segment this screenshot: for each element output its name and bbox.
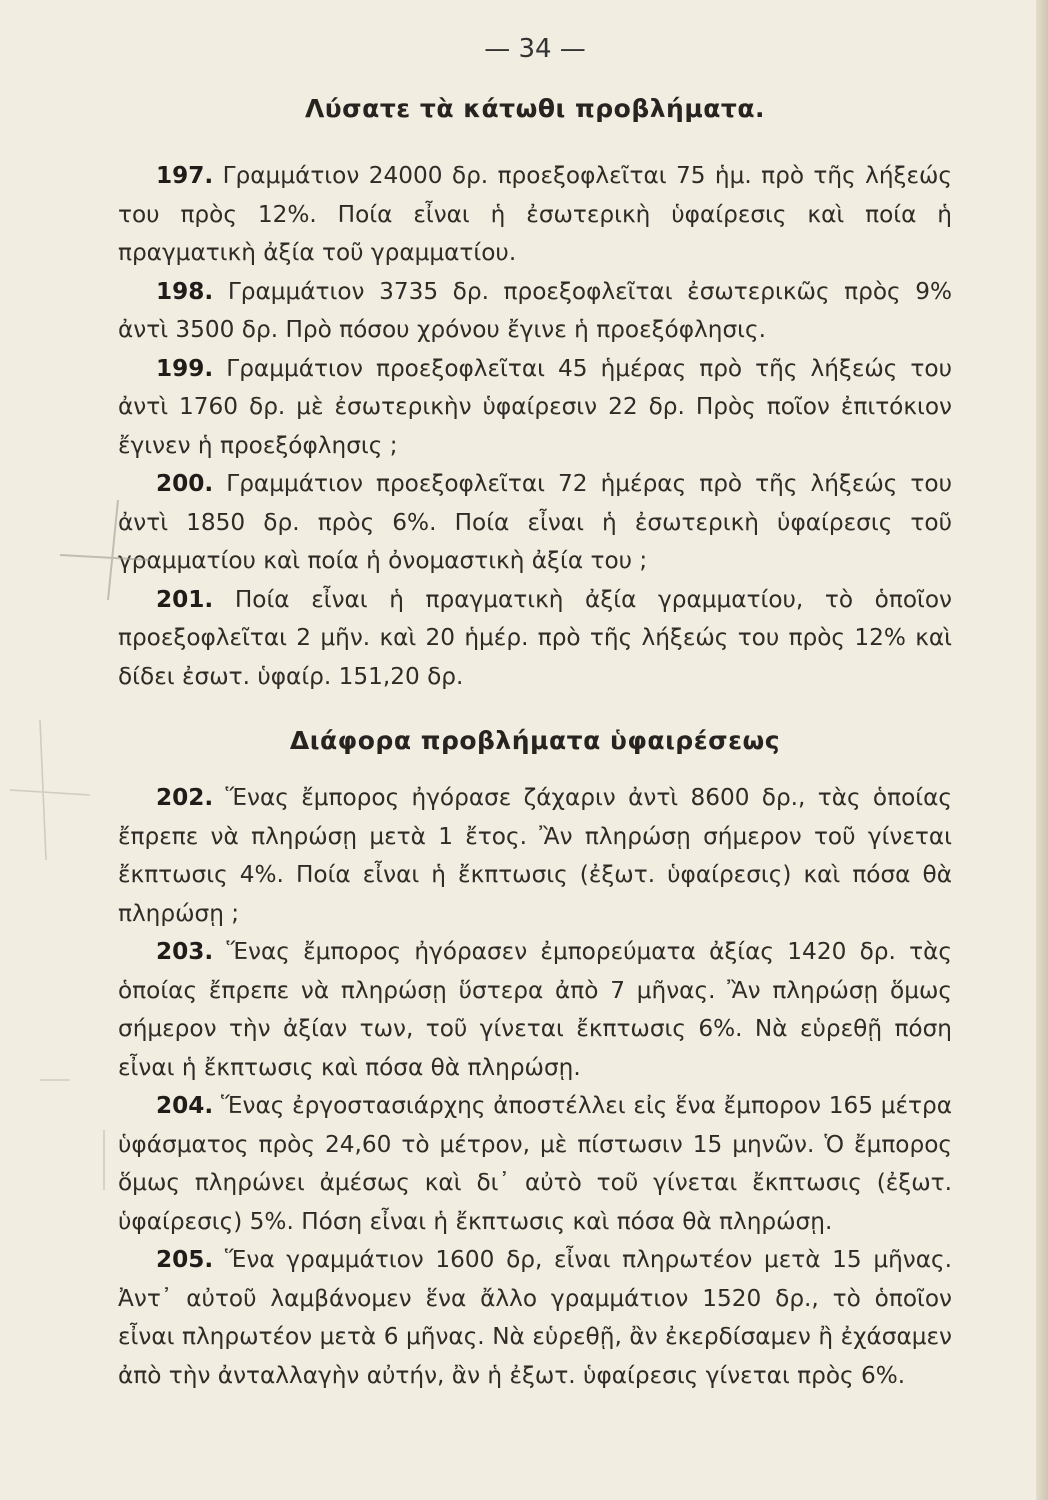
problem-number: 204. [156, 1092, 214, 1119]
problem-text: Ἕνας ἔμπορος ἠγόρασεν ἐμπορεύματα ἀξίας 1420 δρ. τὰς ὁποίας ἔπρεπε νὰ πληρώσῃ ὕστερα ἀπὸ 7 μῆνας. Ἂν πληρώσῃ ὅμως σήμερον τὴν ἀξίαν των, τοῦ γίνεται ἔκπτωσις 6%. Νὰ εὑρεθῇ πόση εἶναι ἡ ἔκπτωσις καὶ πόσα θὰ πληρώσῃ. [118, 938, 952, 1081]
problem-200 [118, 465, 952, 581]
problem-text: Γραμμάτιον 3735 δρ. προεξοφλεῖται ἐσωτερικῶς πρὸς 9% ἀντὶ 3500 δρ. Πρὸ πόσου χρόνου ἔγινε ἡ προεξόφλησις. [118, 277, 953, 343]
problem-number: 200. [156, 470, 214, 497]
problem-201 [118, 581, 952, 697]
problem-197 [118, 157, 952, 273]
problem-number: 203. [156, 938, 214, 965]
problem-text: Ποία εἶναι ἡ πραγματικὴ ἀξία γραμματίου, τὸ ὁποῖον προεξοφλεῖται 2 μῆν. καὶ 20 ἡμέρ. πρὸ τῆς λήξεώς του πρὸς 12% καὶ δίδει ἐσωτ. ὑφαίρ. 151,20 δρ. [118, 585, 952, 690]
problem-text: Γραμμάτιον 24000 δρ. προεξοφλεῖται 75 ἡμ. πρὸ τῆς λήξεώς του πρὸς 12%. Ποία εἶναι ἡ ἐσωτερικὴ ὑφαίρεσις καὶ ποία ἡ πραγματικὴ ἀξία τοῦ γραμματίου. [118, 162, 953, 266]
problem-205 [118, 1241, 952, 1395]
problem-203 [118, 933, 952, 1087]
problem-number: 198. [156, 277, 214, 305]
problem-199 [118, 350, 952, 466]
problem-text: Γραμμάτιον προεξοφλεῖται 72 ἡμέρας πρὸ τῆς λήξεώς του ἀντὶ 1850 δρ. πρὸς 6%. Ποία εἶναι ἡ ἐσωτερικὴ ὑφαίρεσις τοῦ γραμματίου καὶ ποία ἡ ὀνομαστικὴ ἀξία του ; [118, 470, 952, 574]
problem-202 [118, 779, 952, 933]
section-title-discount-problems: Διάφορα προβλήματα ὑφαιρέσεως [289, 726, 781, 755]
page-edge [1036, 0, 1048, 1500]
section-title-exercises: Λύσατε τὰ κάτωθι προβλήματα. [304, 94, 766, 123]
problem-number: 201. [156, 585, 214, 613]
problem-number: 202. [156, 784, 214, 811]
problem-text: Ἕνα γραμμάτιον 1600 δρ, εἶναι πληρωτέον μετὰ 15 μῆνας. Ἀντ᾽ αὐτοῦ λαμβάνομεν ἕνα ἄλλο γραμμάτιον 1520 δρ., τὸ ὁποῖον εἶναι πληρωτέον μετὰ 6 μῆνας. Νὰ εὑρεθῇ, ἂν ἐκερδίσαμεν ἢ ἐχάσαμεν ἀπὸ τὴν ἀνταλλαγὴν αὐτήν, ἂν ἡ ἐξωτ. ὑφαίρεσις γίνεται πρὸς 6%. [118, 1246, 952, 1389]
problem-text: Γραμμάτιον προεξοφλεῖται 45 ἡμέρας πρὸ τῆς λήξεώς του ἀντὶ 1760 δρ. μὲ ἐσωτερικὴν ὑφαίρεσιν 22 δρ. Πρὸς ποῖον ἐπιτόκιον ἔγινεν ἡ προεξόφλησις ; [118, 354, 952, 459]
problem-text: Ἕνας ἔμπορος ἠγόρασε ζάχαριν ἀντὶ 8600 δρ., τὰς ὁποίας ἔπρεπε νὰ πληρώσῃ μετὰ 1 ἔτος. Ἂν πληρώσῃ σήμερον τοῦ γίνεται ἔκπτωσις 4%. Ποία εἶναι ἡ ἔκπτωσις (ἐξωτ. ὑφαίρεσις) καὶ πόσα θὰ πληρώσῃ ; [118, 784, 952, 927]
page-number: — 34 — [484, 34, 586, 64]
problem-204 [118, 1087, 952, 1241]
problem-number: 199. [156, 354, 214, 382]
problem-text: Ἕνας ἐργοστασιάρχης ἀποστέλλει εἰς ἕνα ἔμπορον 165 μέτρα ὑφάσματος πρὸς 24,60 τὸ μέτρον, μὲ πίστωσιν 15 μηνῶν. Ὁ ἔμπορος ὅμως πληρώνει ἀμέσως καὶ δι᾽ αὐτὸ τοῦ γίνεται ἔκπτωσις (ἐξωτ. ὑφαίρεσις) 5%. Πόση εἶναι ἡ ἔκπτωσις καὶ πόσα θὰ πληρώσῃ. [118, 1092, 952, 1235]
problem-number: 205. [156, 1246, 214, 1273]
problem-number: 197. [156, 162, 214, 189]
problem-198 [118, 273, 952, 350]
